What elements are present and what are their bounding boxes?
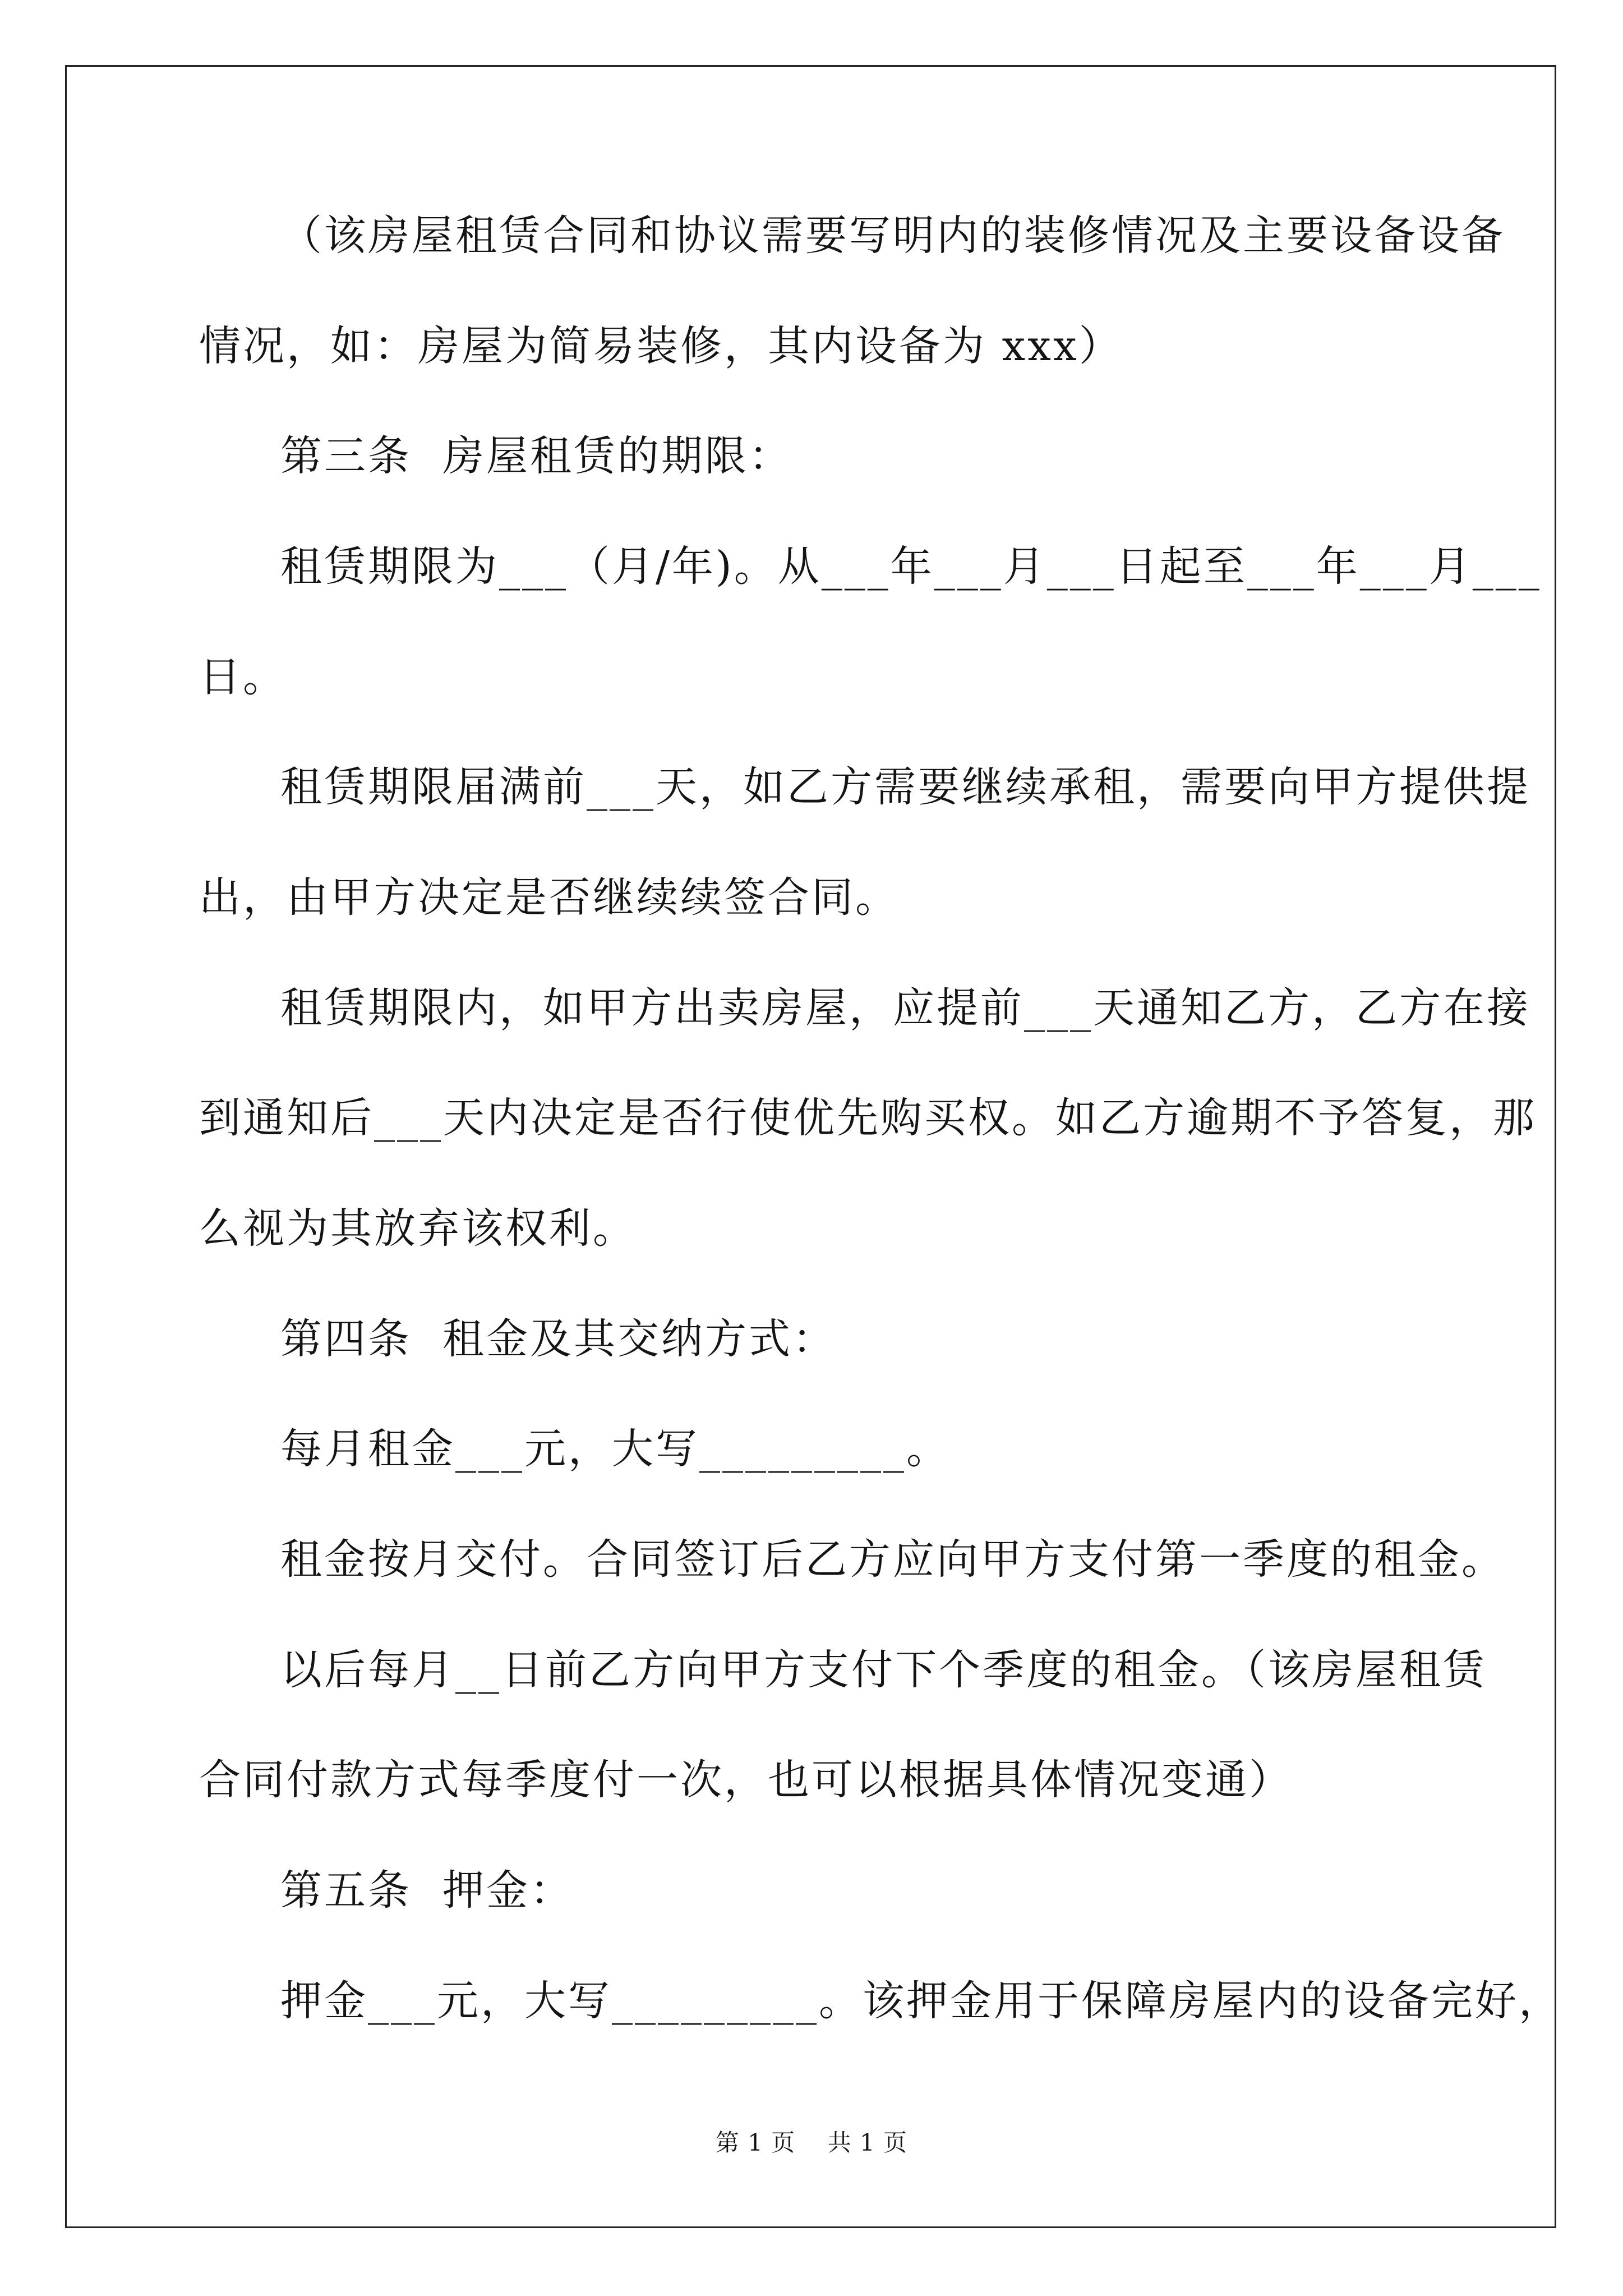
paragraph-line: 租赁期限为___（月/年)。从___年___月___日起至___年___月___ <box>280 542 1542 591</box>
paragraph-line: 租赁期限届满前___天，如乙方需要继续承租，需要向甲方提供提 <box>280 763 1530 811</box>
paragraph-line: 租赁期限内，如甲方出卖房屋，应提前___天通知乙方，乙方在接 <box>280 984 1530 1032</box>
paragraph-line: 情况，如：房屋为简易装修，其内设备为 xxx） <box>199 322 1123 370</box>
paragraph-line: 押金___元，大写_________。该押金用于保障房屋内的设备完好， <box>280 1977 1562 2025</box>
paragraph-line: 出，由甲方决定是否继续续签合同。 <box>199 873 899 922</box>
paragraph-line: 合同付款方式每季度付一次，也可以根据具体情况变通） <box>199 1756 1293 1804</box>
section-heading: 第四条 租金及其交纳方式： <box>280 1315 837 1363</box>
paragraph-line: 日。 <box>199 653 287 701</box>
page-number-footer: 第 1 页 共 1 页 <box>715 2129 908 2156</box>
paragraph-line: 么视为其放弃该权利。 <box>199 1204 637 1253</box>
section-heading: 第五条 押金： <box>280 1866 574 1915</box>
section-heading: 第三条 房屋租赁的期限： <box>280 432 793 480</box>
paragraph-line: 每月租金___元，大写_________。 <box>280 1425 950 1473</box>
paragraph-line: 租金按月交付。合同签订后乙方应向甲方支付第一季度的租金。 <box>280 1535 1505 1584</box>
paragraph-line: 以后每月__日前乙方向甲方支付下个季度的租金。（该房屋租赁 <box>280 1646 1487 1694</box>
paragraph-line: 到通知后___天内决定是否行使优先购买权。如乙方逾期不予答复，那 <box>199 1094 1537 1142</box>
paragraph-line: （该房屋租赁合同和协议需要写明内的装修情况及主要设备设备 <box>280 211 1505 260</box>
